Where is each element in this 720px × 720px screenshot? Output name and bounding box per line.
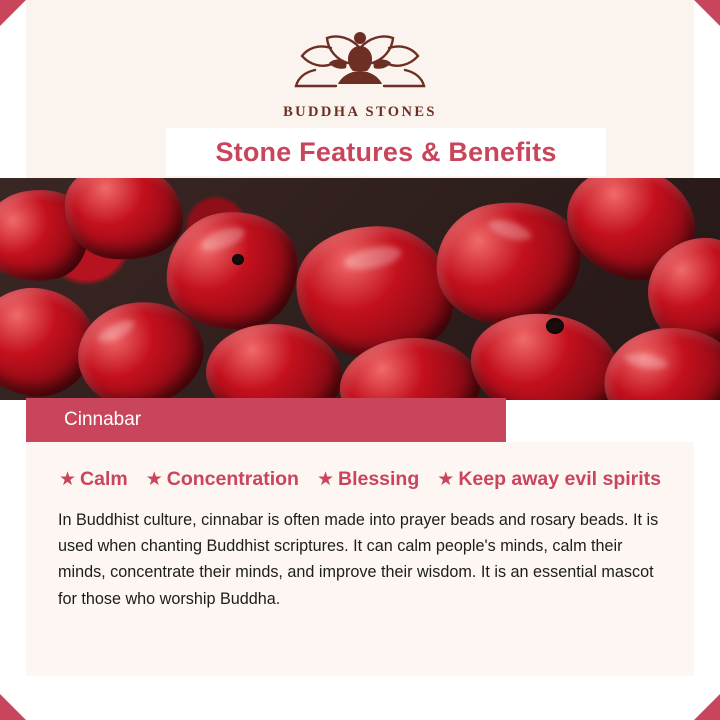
- star-icon: ★: [58, 469, 77, 490]
- hero-image: [0, 178, 720, 400]
- benefit-label: Calm: [80, 468, 128, 490]
- stone-name: Cinnabar: [64, 409, 142, 430]
- benefit-label: Blessing: [337, 468, 420, 490]
- stone-bead-hole: [546, 318, 564, 334]
- star-icon: ★: [437, 469, 455, 490]
- stone-name-bar: [26, 398, 506, 442]
- benefit-label: Concentration: [166, 468, 299, 490]
- benefit-label: Keep away evil spirits: [458, 468, 661, 490]
- corner-ribbon-bottom-left: [0, 694, 26, 720]
- corner-ribbon-top-right: [694, 0, 720, 26]
- corner-ribbon-top-left: [0, 0, 26, 26]
- corner-ribbon-bottom-right: [694, 694, 720, 720]
- buddha-lotus-icon: [285, 24, 435, 98]
- benefit-item-concentration: [146, 468, 299, 491]
- description-text: In Buddhist culture, cinnabar is often made into prayer beads and rosary beads. It is used when chanting Buddhist scriptures. It can calm people's minds, calm their minds, concentrate their minds, and improve their wisdom. It is an essential mascot for those who worship Buddha.: [58, 511, 659, 608]
- page-title: Stone Features & Benefits: [215, 136, 557, 167]
- benefits-list: [56, 468, 664, 491]
- brand-name: BUDDHA STONES: [283, 104, 437, 120]
- content-panel: [26, 442, 694, 676]
- star-icon: ★: [145, 469, 163, 490]
- benefit-item-blessing: [317, 468, 419, 491]
- benefit-item-keep-away-evil-spirits: [437, 468, 661, 491]
- benefit-item-calm: [59, 468, 128, 491]
- brand-logo: [26, 24, 694, 121]
- stone-bead-hole: [232, 254, 244, 265]
- title-banner: [166, 128, 606, 176]
- header-section: [26, 0, 694, 178]
- star-icon: ★: [316, 469, 334, 490]
